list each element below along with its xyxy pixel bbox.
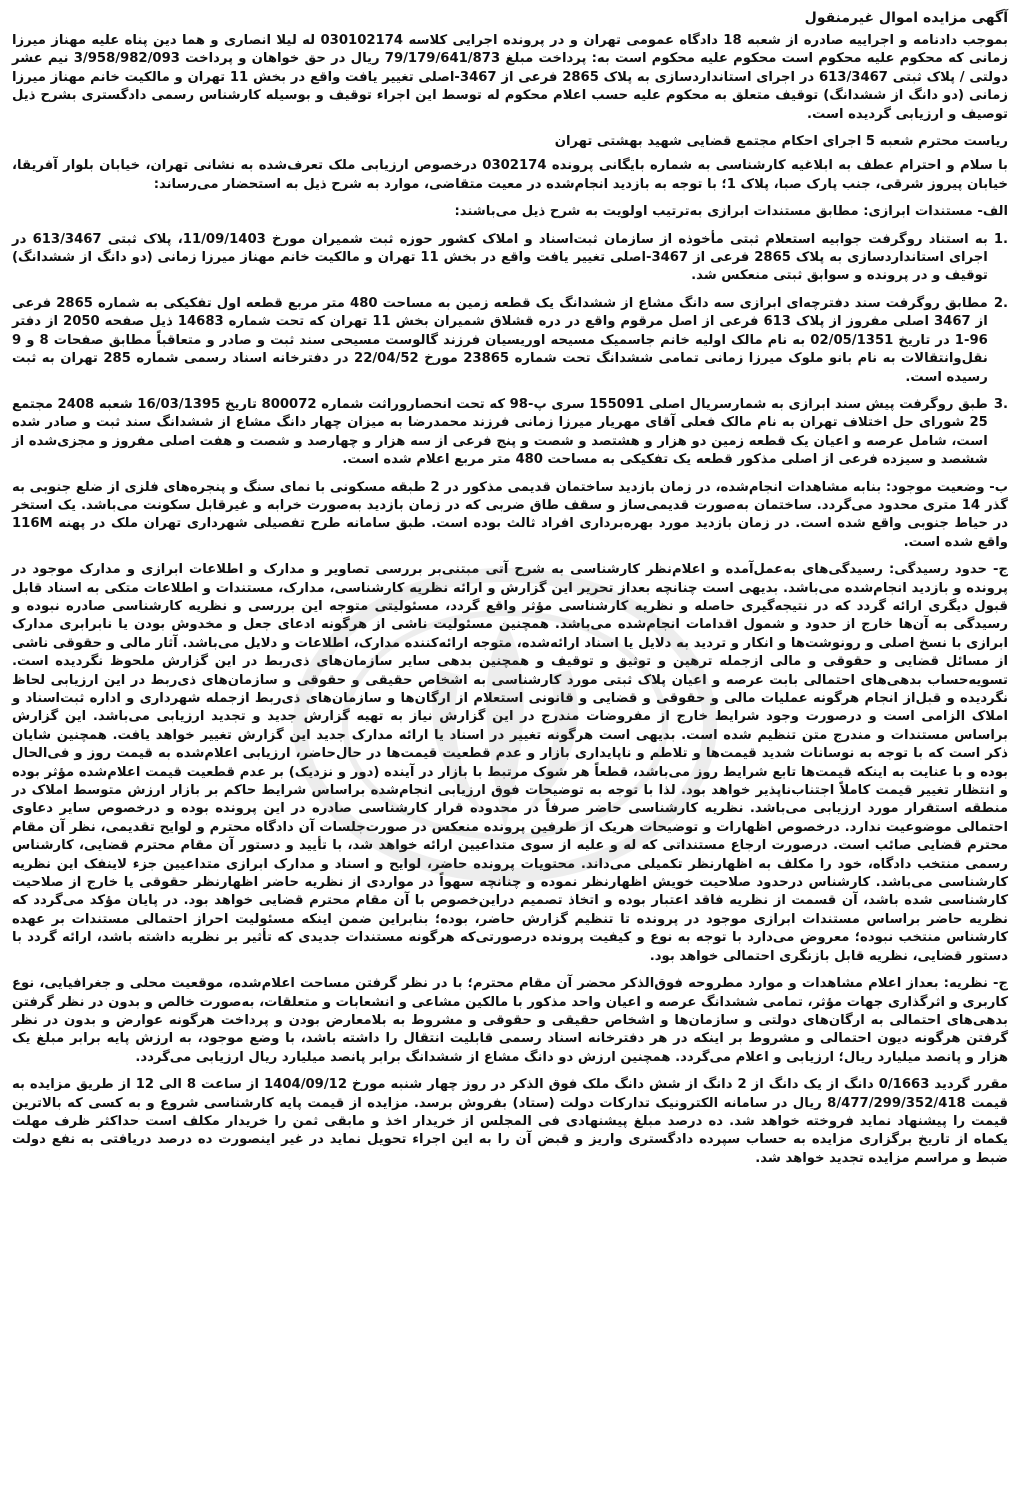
item-number: 1. <box>993 231 1008 247</box>
item-text: طبق روگرفت پیش سند ابرازی به شمارسریال اصلی 155091 سری پ-98 که تحت انحصاروراثت شماره 800072 تاریخ 16/03/1395 شعبه 2408 مجتمع 25 شورای حل اختلاف تهران به نام مالک فعلی آقای مهریار میرزا زمانی فرزند محمدرضا به میزان چهار دانگ مشاع از ششدانگ سند ثبت و صادر شده است، شامل عرصه و اعیان یک قطعه زمین دو هزار و هشتصد و شصت و پنج فرعی از سه هزار و چهارصد و شصت و هفت اصلی مفروز و مجزی‌شده از ششصد و سیزده فرعی از اصلی مذکور قطعه یک تفکیکی به مساحت 480 متر مربع اعلام شده است. <box>12 396 988 468</box>
notice-title: آگهی مزایده اموال غیرمنقول <box>804 10 1008 26</box>
section-expert-opinion: ج- نظریه: بعداز اعلام مشاهدات و موارد مطروحه فوق‌الذکر محضر آن مقام محترم؛ با در نظر گرفتن مساحت اعلام‌شده، موقعیت محلی و جغرافیایی، نوع کاربری و اثرگذاری جهات مؤثر، تمامی ششدانگ عرصه و اعیان واحد مذکور با مالکین مشاعی و انشعابات و متعلقات، به‌صورت خالص و بدون در نظر گرفتن بدهی‌های احتمالی به ارگان‌های دولتی و سازمان‌ها و اشخاص حقیقی و حقوقی و مشروط به بلامعارض بودن و پرداخت هرگونه عوارض و بدون در نظر گرفتن هرگونه دیون احتمالی و مشروط بر اینکه در هر دفترخانه اسناد رسمی قابلیت انتقال را داشته باشد، با وضع موجود، به ارزش پایه برابر مبلغ یک هزار و پانصد میلیارد ریال؛ ارزیابی و اعلام می‌گردد. همچنین ارزش دو دانگ مشاع از ششدانگ برابر پانصد میلیارد ریال ارزیابی می‌گردد. <box>12 976 1008 1065</box>
section-scope-of-review: ج- حدود رسیدگی: رسیدگی‌های به‌عمل‌آمده و اعلام‌نظر کارشناسی به شرح آتی مبتنی‌بر بررسی تصاویر و مدارک و اطلاعات ابرازی و مدارک موجود در پرونده و بازدید انجام‌شده می‌باشد. بدیهی است چنانچه بعداز تحریر این گزارش و ارائه نظریه کارشناسی، مدارک، مستندات و اطلاعات متکی به اسناد قابل قبول دیگری ارائه گردد که در نتیجه‌گیری حاصله و نظریه کارشناسی مؤثر واقع گردد، مسئولیتی متوجه این بررسی و نظریه کارشناسی صادره نبوده و رسیدگی به آن‌ها خارج از حدود و شمول اقدامات انجام‌شده می‌باشد. همچنین مسئولیت ناشی از هرگونه ادعای جعل و مخدوش بودن یا نابرابری مدارک ابرازی با نسخ اصلی و رونوشت‌ها و انکار و تردید به دلایل یا اسناد ارائه‌شده، متوجه ارائه‌کننده مدارک، اطلاعات و دلایل می‌باشد. آثار مالی و حقوقی ناشی از مسائل قضایی و حقوقی و مالی ازجمله ترهین و توثیق و توقیف و همچنین بدهی سایر سازمان‌های ذی‌ربط در این گزارش ملحوظ نگردیده است. تسویه‌حساب بدهی‌های احتمالی بابت عرصه و اعیان پلاک ثبتی مورد کارشناسی به اشخاص حقیقی و حقوقی و سازمان‌های ذی‌ربط در این ارزیابی لحاظ نگردیده و قبل‌از انجام هرگونه عملیات مالی و حقوقی و قضایی و قانونی استعلام از ارگان‌ها و سازمان‌های ذی‌ربط ازجمله شهرداری و اداره ثبت‌اسناد و املاک الزامی است و درصورت وجود شرایط خارج از مفروضات مندرج در این گزارش نیاز به تهیه گزارش جدید و تجدید ارزیابی می‌باشد. این گزارش براساس مستندات و مندرج متن تنظیم شده است. بدیهی است هرگونه تغییر در اسناد یا ارائه مدارک جدید این گزارش تغییر خواهد یافت. همچنین شایان ذکر است که با توجه به نوسانات شدید قیمت‌ها و تلاطم و ناپایداری بازار و عدم قطعیت قیمت‌ها در حال‌حاضر، ارزیابی اعلام‌شده به قیمت روز و فی‌الحال بوده و با عنایت به اینکه قیمت‌ها تابع شرایط روز می‌باشد، قطعاً هر شوک مرتبط با بازار در آینده (دور و نزدیک) بر عدم قطعیت قیمت اعلام‌شده مؤثر بوده و انتظار تغییر قیمت کاملاً اجتناب‌ناپذیر خواهد بود. لذا با توجه به توضیحات فوق ارزیابی انجام‌شده براساس شرایط حاکم بر بازار ارزش متوسط املاک در منطقه استقرار مورد ارزیابی می‌باشد. نظریه کارشناسی حاضر صرفاً در محدوده قرار کارشناسی صادره در این پرونده بوده و درخصوص سایر دعاوی احتمالی موضوعیت ندارد. درخصوص اظهارات و توضیحات هریک از طرفین پرونده منعکس در صورت‌جلسات آن دادگاه محترم و لوایح تقدیمی، نظر آن مقام محترم قضایی صائب است. درصورت ارجاع مستنداتی که له و علیه از سوی متداعیین ارائه خواهد شد، با تأیید و دستور آن مقام محترم قضایی، کارشناس رسمی منتخب دادگاه، خود را مکلف به اظهارنظر تکمیلی می‌داند. محتویات پرونده حاضر، لوایح و اسناد و مدارک ابرازی متداعیین جزء لاینفک این نظریه کارشناسی می‌باشد. کارشناس درحدود صلاحیت خویش اظهارنظر نموده و چنانچه سهواً در مواردی از نظریه حاضر اظهارنظر حقوقی یا خارج از صلاحیت کارشناسی شده باشد، آن قسمت از نظریه فاقد اعتبار بوده و اتخاذ تصمیم دراین‌خصوص با آن مقام محترم قضایی خواهد بود. در پایان مؤکد می‌گردد که نظریه حاضر براساس مستندات ابرازی موجود در پرونده تا تنظیم گزارش حاضر، بوده؛ بنابراین ضمن اینکه مسئولیت احراز احتمالی مستندات بر عهده کارشناس منتخب نبوده؛ معروض می‌دارد با توجه به نوع و کیفیت پرونده درصورتی‌که هرگونه مستندات جدیدی که تأثیر بر نظریه داشته باشد، ارائه گردد با دستور قضایی، نظریه قابل بازنگری احتمالی خواهد بود. <box>12 562 1008 964</box>
section-current-status: ب- وضعیت موجود: بنابه مشاهدات انجام‌شده، در زمان بازدید ساختمان قدیمی مذکور در 2 طبقه مسکونی با نمای سنگ و پنجره‌های فلزی از ضلع جنوبی به گذر 14 متری محدود می‌گردد. ساختمان به‌صورت قدیمی‌ساز و سقف طاق ضربی که در زمان بازدید به‌صورت خرابه و غیرقابل سکونت می‌باشد. یک استخر در حیاط جنوبی واقع شده است. در زمان بازدید مورد بهره‌برداری افراد ثالث بوده است. طبق سامانه طرح تفصیلی شهرداری تهران ملک در پهنه 116M واقع شده است. <box>12 479 1008 550</box>
addressee-line: ریاست محترم شعبه 5 اجرای احکام مجتمع قضایی شهید بهشتی تهران <box>554 134 1008 150</box>
document-item-1 <box>12 231 1008 286</box>
section-documents-heading: الف- مستندات ابرازی: مطابق مستندات ابرازی به‌ترتیب اولویت به شرح ذیل می‌باشند: <box>454 204 1008 220</box>
document-item-3 <box>12 396 1008 470</box>
document-item-2 <box>12 295 1008 387</box>
item-number: 2. <box>993 295 1008 311</box>
item-text: به استناد روگرفت جوابیه استعلام ثبتی مأخوذه از سازمان ثبت‌اسناد و املاک کشور حوزه ثبت شمیران مورخ 11/09/1403، پلاک ثبتی 613/3467 در اجرای استانداردسازی به پلاک 2865 فرعی از 3467-اصلی تغییر یافت واقع در بخش 11 تهران و مالکیت خانم مهناز میرزا زمانی (دو دانگ از ششدانگ) توقیف و در پرونده و سوابق ثبتی منعکس شد. <box>12 231 988 284</box>
greeting-paragraph: با سلام و احترام عطف به ابلاغیه کارشناسی به شماره بایگانی پرونده 0302174 درخصوص ارزیابی ملک تعرف‌شده به نشانی تهران، خیابان بلوار آفریقا، خیابان پیروز شرقی، جنب پارک صبا، پلاک 1؛ با توجه به بازدید انجام‌شده در معیت متقاضی، موارد به شرح ذیل به استحضار می‌رساند: <box>12 158 1008 192</box>
intro-paragraph: بموجب دادنامه و اجراییه صادره از شعبه 18 دادگاه عمومی تهران و در پرونده اجرایی کلاسه 030102174 له لیلا انصاری و هما دین پناه علیه مهناز میرزا زمانی که محکوم علیه محکوم است محکوم علیه محکوم است به: پرداخت مبلغ 79/179/641/873 ریال در حق خواهان و پرداخت 3/958/982/093 نیم عشر دولتی / پلاک ثبتی 613/3467 در اجرای استانداردسازی به پلاک 2865 فرعی از 3467-اصلی تغییر یافت واقع در بخش 11 تهران و مالکیت خانم مهناز میرزا زمانی (دو دانگ از ششدانگ) توقیف متعلق به محکوم علیه حسب اعلام محکوم له توسط این اجراء توقیف و بوسیله کارشناس رسمی دادگستری بشرح ذیل توصیف و ارزیابی گردیده است. <box>12 33 1009 122</box>
auction-terms-paragraph: مقرر گردید 0/1663 دانگ از یک دانگ از 2 دانگ از شش دانگ ملک فوق الذکر در روز چهار شنبه مورخ 1404/09/12 از ساعت 8 الی 12 از طریق مزایده به قیمت 8/477/299/352/418 ریال در سامانه الکترونیک تدارکات دولت (ستاد) بفروش برسد. مزایده از قیمت پایه کارشناسی شروع و به کسی که بالاترین قیمت را پیشنهاد نماید فروخته خواهد شد. ده درصد مبلغ پیشنهادی فی المجلس از خریدار اخذ و مابقی ثمن را خریدار مکلف است حداکثر ظرف مهلت یکماه از تاریخ برگزاری مزایده به حساب سپرده دادگستری واریز و قبض آن را به این اجراء تحویل نماید در غیر اینصورت ده درصد دریافتی به نفع دولت ضبط و مراسم مزایده تجدید خواهد شد. <box>12 1077 1009 1166</box>
item-number: 3. <box>993 396 1008 412</box>
item-text: مطابق روگرفت سند دفترچه‌ای ابرازی سه دانگ مشاع از ششدانگ یک قطعه زمین به مساحت 480 متر مربع قطعه اول تفکیکی به شماره 2865 فرعی از 3467 اصلی مفروز از پلاک 613 فرعی از اصل مرقوم واقع در دره قشلاق شمیران بخش 11 تهران که تحت شماره 14683 ذیل صفحه 2050 از دفتر 96-1 در تاریخ 02/05/1351 به نام مالک اولیه خانم جاسمیک مسیحه اوریسیان فرزند گالوست مسیحی سند ثبت و صادر و متعاقباً مطابق صفحات 8 و 9 نقل‌وانتقالات به نام بانو ملوک میرزا زمانی تمامی ششدانگ تحت شماره 23865 مورخ 22/04/52 در دفترخانه اسناد رسمی شماره 285 تهران به ثبت رسیده است. <box>12 295 988 385</box>
